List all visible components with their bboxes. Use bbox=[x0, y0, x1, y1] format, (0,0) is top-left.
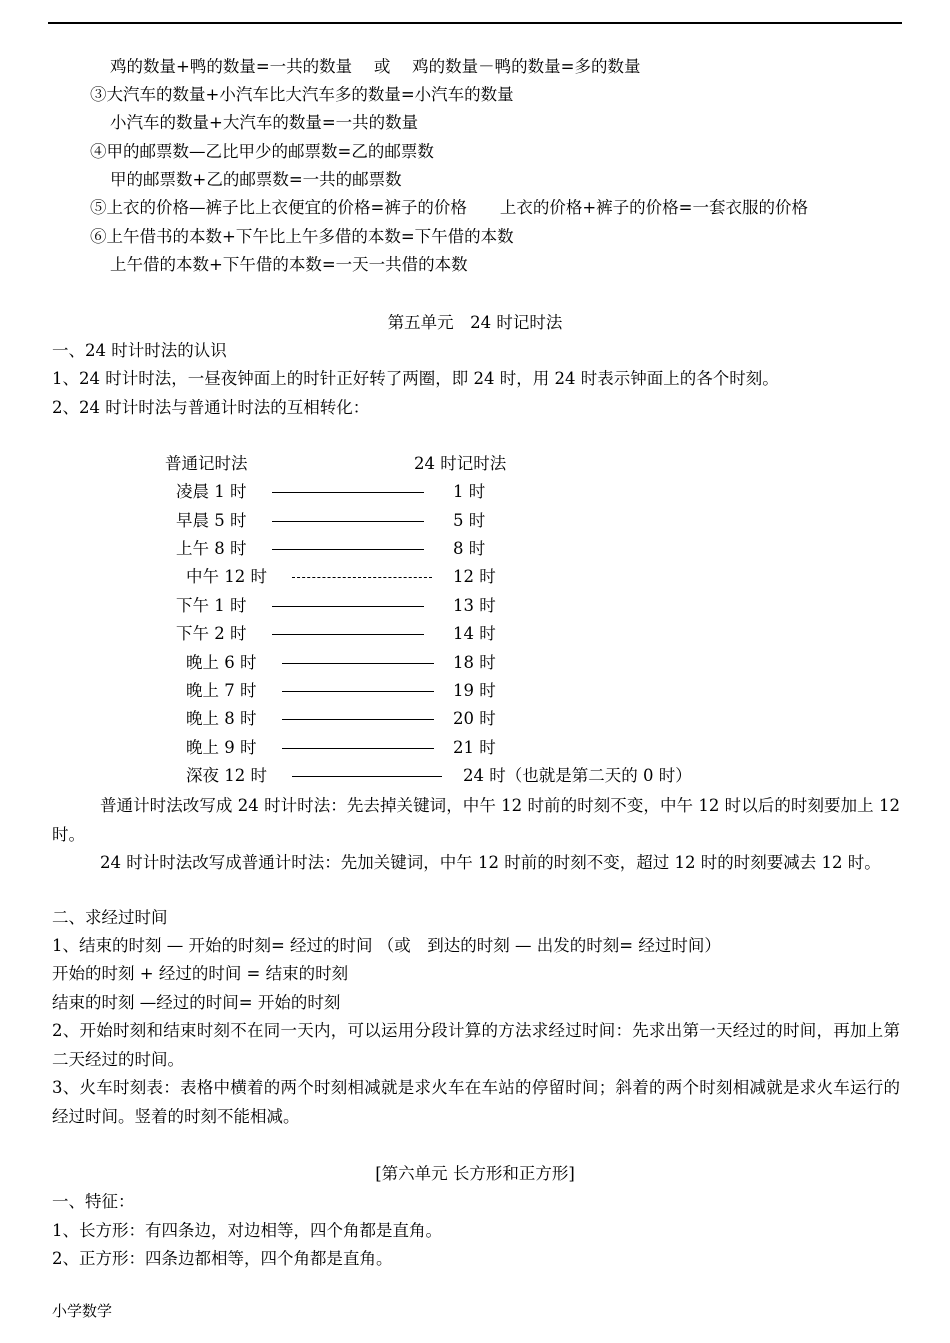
table-row-connector bbox=[292, 577, 432, 578]
unit5-point2: 2、24 时计时法与普通计时法的互相转化： bbox=[52, 398, 370, 417]
elapsed-point3: 3、火车时刻表：表格中横着的两个时刻相减就是求火车在车站的停留时间；斜着的两个时刻相减就是求火车运行的经过时间。竖着的时刻不能相减。 bbox=[52, 1078, 900, 1126]
header-rule bbox=[48, 22, 902, 24]
table-row-right: 20 时 bbox=[453, 709, 496, 728]
table-row-connector bbox=[272, 521, 424, 522]
table-row-connector bbox=[272, 492, 424, 493]
table-row-connector bbox=[282, 719, 434, 720]
table-row-connector bbox=[282, 691, 434, 692]
table-row-right: 19 时 bbox=[453, 681, 496, 700]
table-row-connector bbox=[282, 663, 434, 664]
table-header-normal: 普通记时法 bbox=[165, 454, 248, 473]
rule-to-normal: 24 时计时法改写成普通计时法：先加关键词，中午 12 时前的时刻不变，超过 12 时的时刻要减去 12 时。 bbox=[100, 853, 881, 872]
table-row-right: 21 时 bbox=[453, 738, 496, 757]
table-row-left: 下午 2 时 bbox=[176, 624, 247, 643]
table-row-right: 14 时 bbox=[453, 624, 496, 643]
formula-line-3: 小汽车的数量+大汽车的数量=一共的数量 bbox=[110, 113, 419, 132]
formula-line-6: ⑤上衣的价格—裤子比上衣便宜的价格=裤子的价格 上衣的价格+裤子的价格=一套衣服的价格 bbox=[90, 198, 808, 217]
elapsed-formula-3: 结束的时刻 —经过的时间= 开始的时刻 bbox=[52, 993, 341, 1012]
table-row-connector bbox=[272, 606, 424, 607]
table-row-right: 18 时 bbox=[453, 653, 496, 672]
table-row-right: 24 时（也就是第二天的 0 时） bbox=[463, 766, 692, 785]
table-row-connector bbox=[282, 748, 434, 749]
table-row-left: 晚上 7 时 bbox=[186, 681, 257, 700]
formula-line-2: ③大汽车的数量+小汽车比大汽车多的数量=小汽车的数量 bbox=[90, 85, 514, 104]
table-row-connector bbox=[292, 776, 442, 777]
formula-line-1: 鸡的数量+鸭的数量=一共的数量 或 鸡的数量－鸭的数量=多的数量 bbox=[110, 57, 641, 76]
table-row-right: 13 时 bbox=[453, 596, 496, 615]
rule-to-24h: 普通计时法改写成 24 时计时法：先去掉关键词，中午 12 时前的时刻不变，中午 12 时以后的时刻要加上 12 时。 bbox=[52, 796, 900, 844]
unit6-point1: 1、长方形：有四条边，对边相等，四个角都是直角。 bbox=[52, 1221, 442, 1240]
table-row-left: 早晨 5 时 bbox=[176, 511, 247, 530]
table-row-left: 上午 8 时 bbox=[176, 539, 247, 558]
formula-line-5: 甲的邮票数+乙的邮票数=一共的邮票数 bbox=[110, 170, 402, 189]
unit6-point2: 2、正方形：四条边都相等，四个角都是直角。 bbox=[52, 1249, 393, 1268]
unit5-point1: 1、24 时计时法，一昼夜钟面上的时针正好转了两圈，即 24 时，用 24 时表示钟面上的各个时刻。 bbox=[52, 369, 779, 388]
unit5-section1-heading: 一、24 时计时法的认识 bbox=[52, 341, 227, 360]
formula-line-8: 上午借的本数+下午借的本数=一天一共借的本数 bbox=[110, 255, 468, 274]
table-row-left: 晚上 8 时 bbox=[186, 709, 257, 728]
unit6-section1-heading: 一、特征： bbox=[52, 1192, 135, 1211]
table-row-left: 下午 1 时 bbox=[176, 596, 247, 615]
table-row-right: 1 时 bbox=[453, 482, 486, 501]
elapsed-point2: 2、开始时刻和结束时刻不在同一天内，可以运用分段计算的方法求经过时间：先求出第一天经过的时间，再加上第二天经过的时间。 bbox=[52, 1021, 900, 1069]
table-row-right: 8 时 bbox=[453, 539, 486, 558]
table-header-24h: 24 时记时法 bbox=[414, 454, 507, 473]
formula-line-7: ⑥上午借书的本数+下午比上午多借的本数=下午借的本数 bbox=[90, 227, 514, 246]
table-row-left: 凌晨 1 时 bbox=[176, 482, 247, 501]
table-row-left: 深夜 12 时 bbox=[186, 766, 267, 785]
table-row-left: 晚上 9 时 bbox=[186, 738, 257, 757]
page-footer: 小学数学 bbox=[52, 1302, 113, 1320]
unit5-section2-heading: 二、求经过时间 bbox=[52, 908, 168, 927]
table-row-left: 中午 12 时 bbox=[186, 567, 267, 586]
table-row-connector bbox=[272, 634, 424, 635]
table-row-right: 12 时 bbox=[453, 567, 496, 586]
elapsed-formula-1: 1、结束的时刻 — 开始的时刻= 经过的时间 （或 到达的时刻 — 出发的时刻= 经过时间） bbox=[52, 936, 721, 955]
unit5-title: 第五单元 24 时记时法 bbox=[387, 313, 563, 332]
table-row-left: 晚上 6 时 bbox=[186, 653, 257, 672]
formula-line-4: ④甲的邮票数—乙比甲少的邮票数=乙的邮票数 bbox=[90, 142, 434, 161]
unit6-title: [第六单元 长方形和正方形] bbox=[375, 1164, 575, 1183]
table-row-right: 5 时 bbox=[453, 511, 486, 530]
elapsed-formula-2: 开始的时刻 + 经过的时间 = 结束的时刻 bbox=[52, 964, 349, 983]
table-row-connector bbox=[272, 549, 424, 550]
